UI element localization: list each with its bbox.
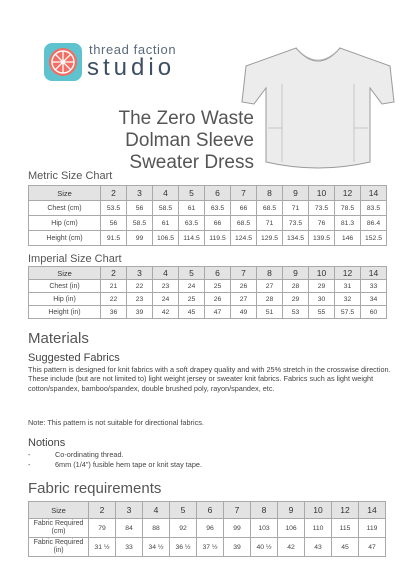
table-cell: 53 [283,306,309,319]
row-label: Height (in) [29,306,101,319]
size-header-cell: 3 [127,267,153,280]
document-title [118,108,254,174]
table-cell: 55 [309,306,335,319]
table-row [29,519,386,538]
table-cell: 33 [116,538,143,557]
table-cell: 56 [127,201,153,216]
table-cell: 25 [205,280,231,293]
table-cell: 27 [231,293,257,306]
table-cell: 24 [153,293,179,306]
metric-size-chart-heading: Metric Size Chart [28,170,113,182]
table-cell: 22 [101,293,127,306]
size-header-cell: 10 [309,186,335,201]
table-cell: 83.5 [361,201,387,216]
table-cell: 139.5 [309,231,335,246]
size-header-cell: 5 [179,267,205,280]
size-header-cell: 9 [283,267,309,280]
table-cell: 28 [257,293,283,306]
table-cell: 124.5 [231,231,257,246]
metric-size-table [28,185,387,246]
table-cell: 57.5 [335,306,361,319]
directional-fabrics-note: Note: This pattern is not suitable for directional fabrics. [28,418,204,427]
table-cell: 106.5 [153,231,179,246]
table-cell: 29 [283,293,309,306]
table-cell: 63.5 [205,201,231,216]
column-header: Size [29,267,101,280]
bullet-dash: - [28,450,31,459]
size-header-cell: 14 [361,267,387,280]
size-header-cell: 4 [143,502,170,519]
table-cell: 96 [197,519,224,538]
table-cell: 76 [309,216,335,231]
size-header-cell: 9 [278,502,305,519]
table-cell: 110 [305,519,332,538]
row-label: Fabric Required (cm) [29,519,89,538]
table-cell: 99 [224,519,251,538]
imperial-size-table [28,266,387,319]
table-cell: 53.5 [101,201,127,216]
size-header-cell: 12 [332,502,359,519]
size-header-cell: 14 [361,186,387,201]
table-cell: 23 [127,293,153,306]
brand-name-bottom: studio [87,54,176,81]
table-cell: 33 [361,280,387,293]
table-cell: 30 [309,293,335,306]
table-row [29,306,387,319]
suggested-fabrics-heading: Suggested Fabrics [28,352,120,364]
table-cell: 66 [231,201,257,216]
table-cell: 92 [170,519,197,538]
size-header-cell: 5 [170,502,197,519]
table-header-row [29,502,386,519]
table-cell: 88 [143,519,170,538]
list-item [28,460,398,470]
size-header-cell: 7 [224,502,251,519]
table-row [29,216,387,231]
size-header-cell: 6 [205,267,231,280]
size-header-cell: 7 [231,267,257,280]
row-label: Hip (in) [29,293,101,306]
size-header-cell: 2 [101,267,127,280]
table-cell: 28 [283,280,309,293]
table-cell: 79 [89,519,116,538]
table-cell: 115 [332,519,359,538]
table-cell: 40 ½ [251,538,278,557]
table-header-row [29,186,387,201]
table-cell: 71 [257,216,283,231]
row-label: Fabric Required (in) [29,538,89,557]
table-cell: 47 [205,306,231,319]
table-cell: 63.5 [179,216,205,231]
notions-heading: Notions [28,437,66,449]
table-cell: 60 [361,306,387,319]
fabric-requirements-heading: Fabric requirements [28,480,162,497]
size-header-cell: 3 [116,502,143,519]
suggested-fabrics-text: This pattern is designed for knit fabrics with a soft drapey quality and with 25% stretch in the crosswise direction. These include (but are not limited to) light weight jersey or sweater knit fabrics. Fabrics such as light weight cotton/spandex, bamboo/spandex, double brushed poly, rayon/spandex, etc. [28,365,391,393]
table-cell: 51 [257,306,283,319]
table-cell: 86.4 [361,216,387,231]
row-label: Height (cm) [29,231,101,246]
row-label: Hip (cm) [29,216,101,231]
table-cell: 58.5 [127,216,153,231]
citrus-logo-icon [44,43,82,81]
size-header-cell: 2 [101,186,127,201]
table-cell: 39 [127,306,153,319]
notions-list [28,450,398,470]
table-cell: 146 [335,231,361,246]
table-cell: 36 ½ [170,538,197,557]
table-cell: 49 [231,306,257,319]
table-cell: 66 [205,216,231,231]
table-cell: 45 [332,538,359,557]
size-header-cell: 6 [205,186,231,201]
size-header-cell: 9 [283,186,309,201]
title-line-2: Dolman Sleeve [125,130,254,151]
size-header-cell: 10 [305,502,332,519]
logo-badge [44,43,82,81]
table-cell: 26 [231,280,257,293]
table-cell: 34 [361,293,387,306]
row-label: Chest (in) [29,280,101,293]
row-label: Chest (cm) [29,201,101,216]
table-cell: 27 [257,280,283,293]
table-cell: 32 [335,293,361,306]
table-cell: 58.5 [153,201,179,216]
imperial-size-chart-heading: Imperial Size Chart [28,253,122,265]
table-cell: 25 [179,293,205,306]
table-cell: 42 [153,306,179,319]
table-cell: 68.5 [231,216,257,231]
table-cell: 152.5 [361,231,387,246]
table-cell: 119 [359,519,386,538]
table-cell: 24 [179,280,205,293]
bullet-dash: - [28,460,31,469]
materials-heading: Materials [28,330,89,347]
table-cell: 22 [127,280,153,293]
table-cell: 114.5 [179,231,205,246]
size-header-cell: 8 [251,502,278,519]
table-cell: 39 [224,538,251,557]
fabric-requirements-table [28,501,386,557]
size-header-cell: 7 [231,186,257,201]
size-header-cell: 6 [197,502,224,519]
table-cell: 21 [101,280,127,293]
notion-text: Co-ordinating thread. [55,450,124,459]
table-cell: 134.5 [283,231,309,246]
table-row [29,293,387,306]
table-cell: 84 [116,519,143,538]
table-cell: 37 ½ [197,538,224,557]
size-header-cell: 12 [335,186,361,201]
title-line-3: Sweater Dress [129,152,254,173]
size-header-cell: 12 [335,267,361,280]
table-cell: 36 [101,306,127,319]
size-header-cell: 10 [309,267,335,280]
table-cell: 34 ½ [143,538,170,557]
dress-sketch-illustration [238,44,398,176]
table-cell: 71 [283,201,309,216]
list-item [28,450,398,460]
size-header-cell: 5 [179,186,205,201]
table-cell: 45 [179,306,205,319]
table-cell: 91.5 [101,231,127,246]
size-header-cell: 4 [153,267,179,280]
column-header: Size [29,502,89,519]
table-cell: 56 [101,216,127,231]
table-cell: 106 [278,519,305,538]
title-line-1: The Zero Waste [118,108,254,129]
table-cell: 23 [153,280,179,293]
size-header-cell: 3 [127,186,153,201]
size-header-cell: 8 [257,186,283,201]
table-cell: 129.5 [257,231,283,246]
table-cell: 99 [127,231,153,246]
brand-name-top: thread faction [89,42,177,57]
table-cell: 103 [251,519,278,538]
table-cell: 29 [309,280,335,293]
table-cell: 119.5 [205,231,231,246]
table-cell: 31 [335,280,361,293]
table-row [29,231,387,246]
table-cell: 43 [305,538,332,557]
table-cell: 68.5 [257,201,283,216]
size-header-cell: 4 [153,186,179,201]
table-cell: 61 [179,201,205,216]
table-cell: 42 [278,538,305,557]
table-cell: 73.5 [283,216,309,231]
table-header-row [29,267,387,280]
table-cell: 47 [359,538,386,557]
table-row [29,201,387,216]
table-cell: 31 ½ [89,538,116,557]
table-row [29,280,387,293]
notion-text: 6mm (1/4") fusible hem tape or knit stay tape. [55,460,202,469]
table-cell: 81.3 [335,216,361,231]
size-header-cell: 14 [359,502,386,519]
table-cell: 26 [205,293,231,306]
table-cell: 73.5 [309,201,335,216]
table-cell: 78.5 [335,201,361,216]
column-header: Size [29,186,101,201]
size-header-cell: 2 [89,502,116,519]
table-row [29,538,386,557]
table-cell: 61 [153,216,179,231]
size-header-cell: 8 [257,267,283,280]
